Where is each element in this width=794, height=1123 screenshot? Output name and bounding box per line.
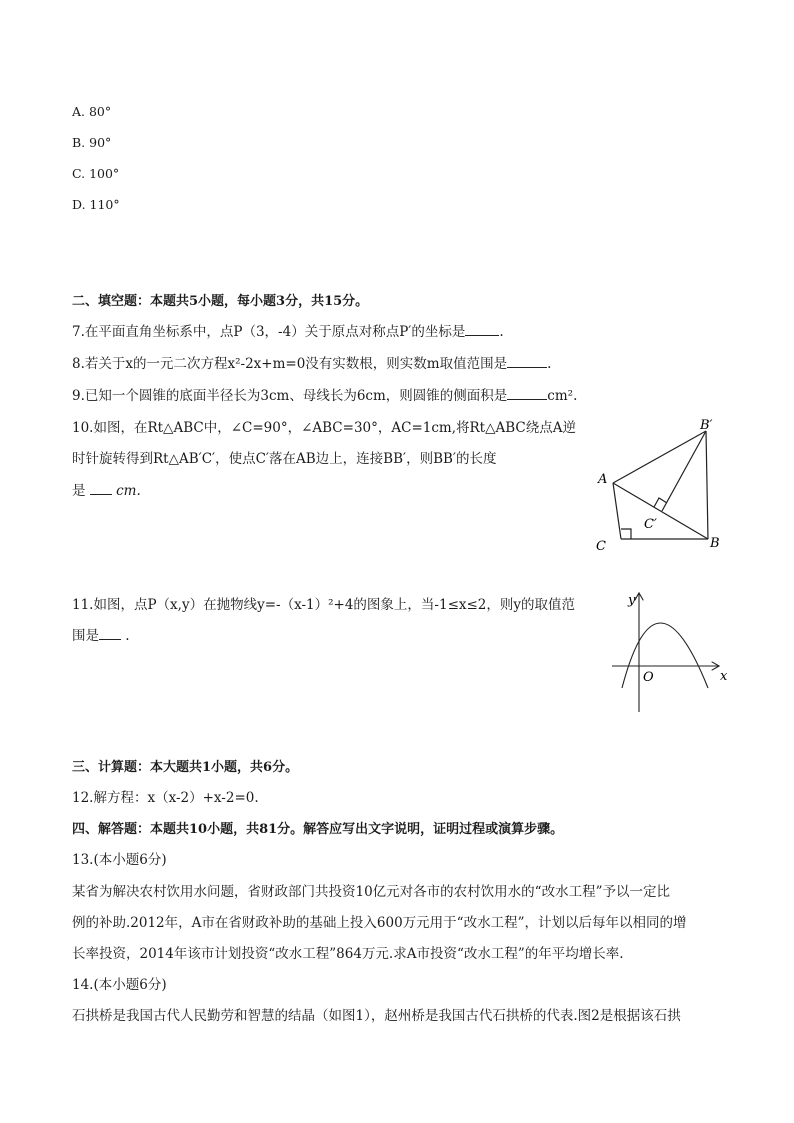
question-14-heading: 14.(本小题6分) xyxy=(72,977,167,993)
question-11-line-1: 11.如图，点P（x,y）在抛物线y=-（x-1）²+4的图象上，当-1≤x≤2，则y的取值范 xyxy=(72,597,576,613)
question-10-line-3-start: 是 xyxy=(72,483,86,499)
question-11-line-2 xyxy=(72,624,130,644)
question-7-text: 7.在平面直角坐标系中，点P（3，-4）关于原点对称点P′的坐标是 xyxy=(72,324,466,340)
option-a: A. 80° xyxy=(72,104,112,119)
answer-blank xyxy=(507,355,547,368)
section-3-heading: 三、计算题：本大题共1小题，共6分。 xyxy=(72,760,299,775)
label-a: A xyxy=(598,472,608,487)
label-c: C xyxy=(596,539,606,554)
answer-blank xyxy=(507,387,547,400)
side-ab xyxy=(613,483,708,539)
section-2-heading: 二、填空题：本题共5小题，每小题3分，共15分。 xyxy=(72,294,369,309)
question-9-text: 9.已知一个圆锥的底面半径长为3cm、母线长为6cm，则圆锥的侧面积是 xyxy=(72,388,508,404)
question-8-text: 8.若关于x的一元二次方程x²-2x+m=0没有实数根，则实数m取值范围是 xyxy=(72,356,508,372)
label-origin: O xyxy=(643,670,654,685)
question-10-line-3 xyxy=(72,479,141,499)
question-14-line-1: 石拱桥是我国古代人民勤劳和智慧的结晶（如图1），赵州桥是我国古代石拱桥的代表.图2是根据该石拱 xyxy=(72,1008,681,1024)
question-13-line-2: 例的补助.2012年，A市在省财政补助的基础上投入600万元用于“改水工程”，计划以后每年以相同的增 xyxy=(72,915,687,931)
option-b: B. 90° xyxy=(72,135,112,150)
label-c-prime: C′ xyxy=(644,517,657,532)
question-10-line-1: 10.如图，在Rt△ABC中，∠C=90°，∠ABC=30°，AC=1cm,将Rt△ABC绕点A逆 xyxy=(72,420,576,436)
parabola-figure xyxy=(608,588,736,716)
answer-blank xyxy=(99,627,121,640)
question-11-line-2-end: . xyxy=(125,628,130,644)
segment-bb-prime xyxy=(706,431,708,539)
answer-blank xyxy=(465,323,499,336)
question-12: 12.解方程：x（x-2）+x-2=0. xyxy=(72,790,259,806)
label-x: x xyxy=(720,669,728,684)
section-4-heading: 四、解答题：本题共10小题，共81分。解答应写出文字说明，证明过程或演算步骤。 xyxy=(72,822,564,837)
option-d: D. 110° xyxy=(72,197,120,212)
question-7-tail: . xyxy=(499,324,504,340)
question-7 xyxy=(72,320,504,340)
label-y: y xyxy=(628,593,636,608)
answer-blank xyxy=(90,482,112,495)
right-angle-mark-c xyxy=(621,529,631,539)
question-10-unit: cm. xyxy=(116,483,141,499)
option-c: C. 100° xyxy=(72,166,120,181)
question-11-line-2-start: 围是 xyxy=(72,628,99,644)
question-13-heading: 13.(本小题6分) xyxy=(72,852,167,868)
question-8-tail: . xyxy=(547,356,552,372)
question-10-line-2: 时针旋转得到Rt△AB′C′，使点C′落在AB边上，连接BB′，则BB′的长度 xyxy=(72,451,497,467)
question-9-unit: cm². xyxy=(547,388,578,404)
question-13-line-3: 长率投资，2014年该市计划投资“改水工程”864万元.求A市投资“改水工程”的年平均增长率. xyxy=(72,946,624,962)
parabola-curve xyxy=(622,623,708,688)
label-b-prime: B′ xyxy=(700,418,713,433)
question-8 xyxy=(72,352,551,372)
question-9 xyxy=(72,384,577,404)
label-b: B xyxy=(710,536,720,551)
triangle-figure xyxy=(588,412,728,558)
question-13-line-1: 某省为解决农村饮用水问题，省财政部门共投资10亿元对各市的农村饮用水的“改水工程”予以一定比 xyxy=(72,884,670,900)
side-ac xyxy=(613,483,621,539)
